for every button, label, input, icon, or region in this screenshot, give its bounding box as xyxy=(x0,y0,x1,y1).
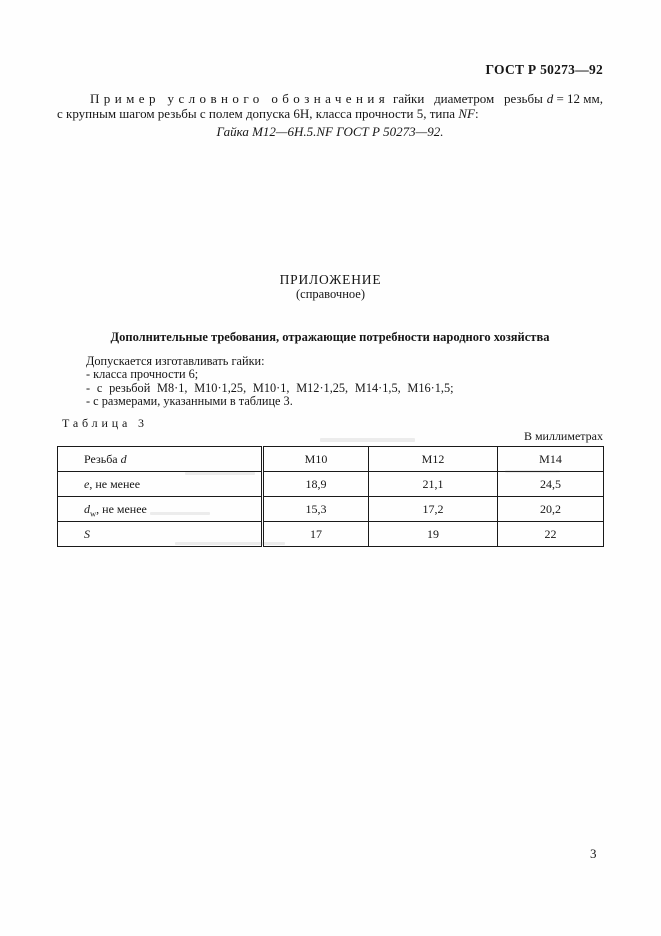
value-cell: 17,2 xyxy=(369,497,498,522)
scan-artifact xyxy=(175,542,285,545)
scan-artifact xyxy=(185,472,255,475)
list-item: - с размерами, указанными в таблице 3. xyxy=(86,394,293,409)
value-cell: 17 xyxy=(263,522,369,547)
scan-artifact xyxy=(505,470,560,473)
param-var: d xyxy=(84,501,90,516)
appendix-heading: Дополнительные требования, отражающие потребности народного хозяйства xyxy=(110,330,550,344)
example-formula xyxy=(547,92,603,107)
appendix-subtitle: (справочное) xyxy=(295,287,366,301)
nut-type: NF xyxy=(458,105,475,121)
scan-artifact xyxy=(320,438,415,442)
example-line2-text: с крупным шагом резьбы с полем допуска 6Н, класса прочности 5, типа xyxy=(57,105,459,121)
value-cell: 15,3 xyxy=(263,497,369,522)
param-cell-dw xyxy=(58,497,263,522)
units-note: В миллиметрах xyxy=(523,429,603,443)
column-header-m10: М10 xyxy=(263,447,369,472)
param-sub: w xyxy=(90,507,97,518)
list-item: - с резьбой М8·1, М10·1,25, М10·1, М12·1,25, М14·1,5, М16·1,5; xyxy=(86,380,454,395)
value-cell: 22 xyxy=(498,522,604,547)
column-header-thread xyxy=(58,447,263,472)
param-cell-e xyxy=(58,472,263,497)
dimensions-table xyxy=(57,446,604,547)
column-header-m14: М14 xyxy=(498,447,604,472)
table-row xyxy=(58,522,604,547)
column-header-m12: М12 xyxy=(369,447,498,472)
appendix-body xyxy=(86,355,586,409)
table-row xyxy=(58,497,604,522)
table-row xyxy=(58,472,604,497)
value-cell: 24,5 xyxy=(498,472,604,497)
example-line1 xyxy=(57,92,603,107)
appendix-title: ПРИЛОЖЕНИЕ xyxy=(279,272,382,287)
page-number: 3 xyxy=(590,846,597,861)
appendix-intro: Допускается изготавливать гайки: xyxy=(86,354,265,368)
value-cell: 18,9 xyxy=(263,472,369,497)
list-item: - класса прочности 6; xyxy=(86,367,199,382)
example-intro-rest: гайки диаметром резьбы xyxy=(392,91,543,106)
table-header-row xyxy=(58,447,604,472)
doc-number: ГОСТ Р 50273—92 xyxy=(485,62,603,77)
param-suffix: , не менее xyxy=(89,476,141,491)
param-suffix: , не менее xyxy=(96,501,147,516)
nut-designation: Гайка М12—6Н.5.NF ГОСТ Р 50273—92. xyxy=(216,123,444,139)
thread-var: d xyxy=(120,451,127,466)
param-var: e xyxy=(84,476,90,491)
example-paragraph xyxy=(57,92,603,139)
table-label: Таблица 3 xyxy=(62,416,148,430)
thread-diameter-value: = 12 мм, xyxy=(556,91,603,106)
value-cell: 21,1 xyxy=(369,472,498,497)
thread-label: Резьба xyxy=(84,451,121,466)
example-line2 xyxy=(57,107,603,122)
value-cell: 19 xyxy=(369,522,498,547)
param-var: S xyxy=(84,526,90,541)
thread-diameter-var: d xyxy=(546,91,554,106)
example-intro-spaced: Пример условного обозначения xyxy=(90,91,390,106)
value-cell: 20,2 xyxy=(498,497,604,522)
example-line2-colon: : xyxy=(474,105,479,121)
scan-artifact xyxy=(150,512,210,515)
